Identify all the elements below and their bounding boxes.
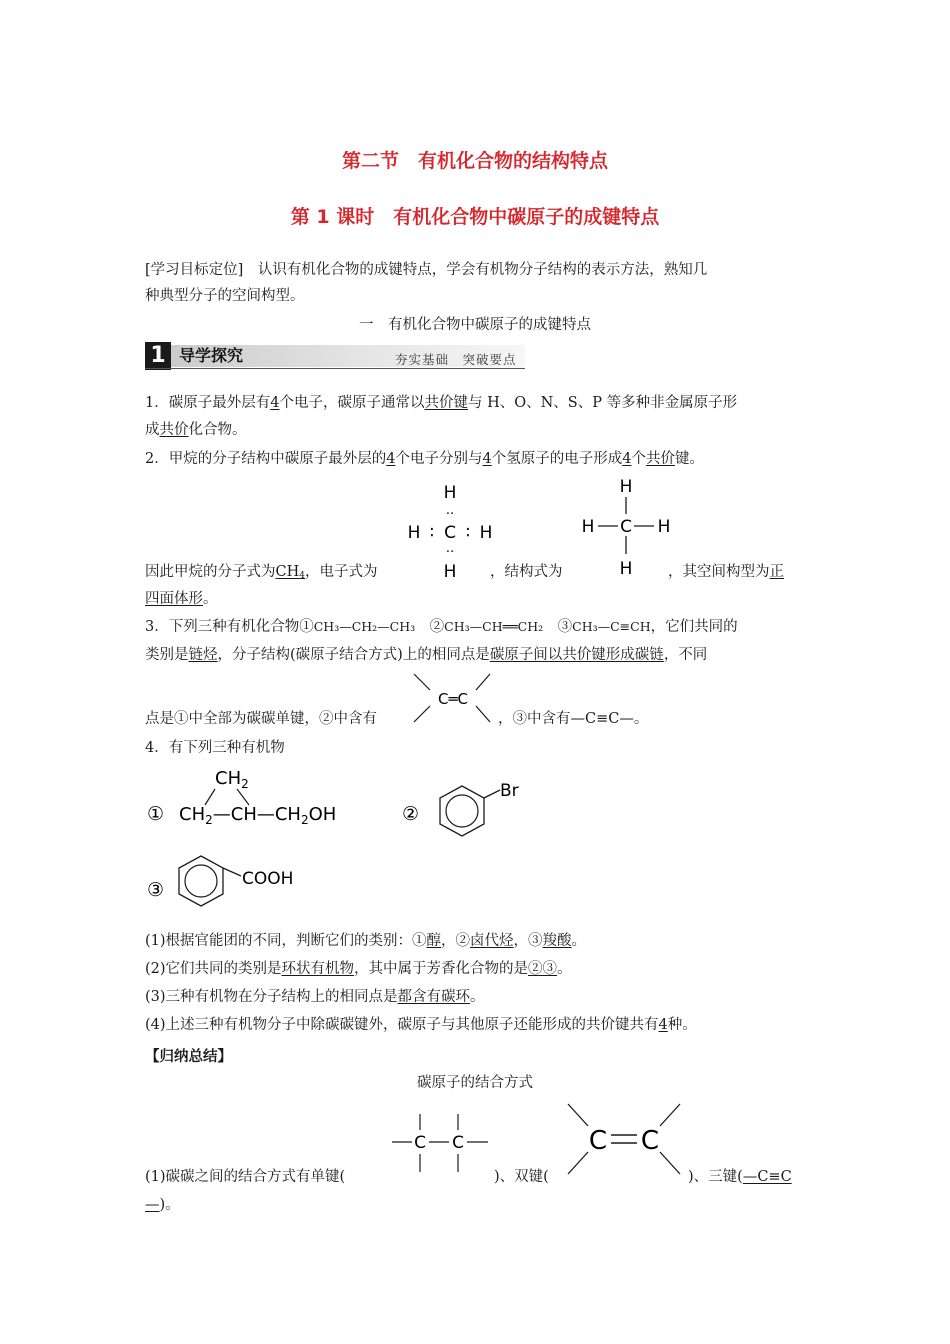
h-atom-right: H [479, 523, 493, 543]
benzene-circle [185, 865, 217, 897]
q2-line-3 [145, 589, 218, 609]
ch2-top [215, 768, 249, 791]
text: ，③ [513, 933, 543, 949]
text: (4)上述三种有机物分子中除碳碳键外，碳原子与其他原子还能形成的共价键共有 [145, 1017, 659, 1033]
text: 。 [571, 933, 587, 949]
text: 1．碳原子最外层有 [145, 395, 271, 411]
electron-pair-bottom: ·· [445, 545, 455, 560]
text: 成 [145, 422, 160, 438]
h-atom-top: H [443, 483, 457, 503]
formula-propyne: CH₃—C≡CH [572, 619, 651, 634]
compound-2-structure [400, 770, 530, 850]
answer-blank: ②③ [528, 961, 558, 977]
q4-sub-3 [145, 987, 485, 1007]
formula-text: CH [275, 564, 300, 580]
answer-blank: 环状有机物 [281, 961, 355, 977]
formula-propane: CH₃—CH₂—CH₃ [313, 619, 416, 634]
ring-bond-right [237, 789, 249, 805]
text: ，② [441, 933, 471, 949]
text: )。 [159, 1197, 180, 1213]
h-atom-left: H [407, 523, 421, 543]
text: 个电子分别与 [395, 451, 483, 467]
answer-blank: 4 [482, 451, 492, 467]
bond-lower-right [476, 706, 490, 722]
chain-text [179, 804, 336, 827]
answer-blank: 链烃 [188, 647, 218, 663]
compound-3-structure [145, 848, 345, 928]
q3-line-3b: ，③中含有—C≡C—。 [498, 711, 649, 727]
formula-subscript: 4 [299, 571, 305, 581]
electron-pair-left: ∶ [429, 523, 435, 543]
text: (1)根据官能团的不同，判断它们的类别：① [145, 933, 427, 949]
bond-lower-left [568, 1152, 588, 1174]
bond-upper-left [414, 674, 430, 690]
q1-line-1 [145, 393, 737, 413]
br-label: Br [500, 781, 519, 801]
text: ，它们共同的 [650, 619, 738, 635]
q1-line-2 [145, 420, 247, 440]
bond-lower-left [414, 706, 430, 722]
q4-intro: 4．有下列三种有机物 [145, 740, 285, 756]
text: ③ [543, 619, 573, 635]
text: 个 [631, 451, 646, 467]
double-bond-diagram [410, 670, 496, 728]
text: 。 [203, 591, 218, 607]
text: 键。 [674, 451, 704, 467]
h-atom-right: H [657, 517, 671, 537]
band-title: 导学探究 [179, 346, 244, 365]
q3-line-2 [145, 645, 707, 665]
bond-upper-left [568, 1104, 588, 1126]
c-atom: C [620, 517, 632, 537]
c-atom-2: C [452, 1133, 464, 1153]
chain-sub-1: 2 [205, 813, 213, 827]
text: 3．下列三种有机化合物① [145, 619, 314, 635]
band-number: 1 [145, 342, 171, 370]
compound-2-marker: ② [402, 803, 420, 825]
bond-upper-right [660, 1104, 680, 1126]
q3-line-1 [145, 617, 738, 637]
q3-line-3a: 点是①中全部为碳碳单键，②中含有 [145, 711, 377, 727]
q4-sub-1 [145, 931, 586, 951]
c-atom: C [444, 523, 456, 543]
h-atom-bottom: H [619, 559, 633, 579]
c-atom-1: C [414, 1133, 426, 1153]
summary-subtitle: 碳原子的结合方式 [417, 1075, 533, 1091]
goal-line-1: [学习目标定位] 认识有机化合物的成键特点，学会有机物分子结构的表示方法，熟知几 [145, 262, 708, 278]
h-atom-top: H [619, 477, 633, 497]
q4-sub-4 [145, 1015, 697, 1035]
text: ，其中属于芳香化合物的是 [354, 961, 529, 977]
text: ，其空间构型为 [668, 564, 770, 580]
bond-lower-right [660, 1152, 680, 1174]
answer-blank: 醇 [426, 933, 442, 949]
compound-3-marker: ③ [147, 879, 165, 901]
answer-blank: —C≡C [742, 1169, 792, 1185]
answer-blank: 4 [386, 451, 396, 467]
answer-blank: 正 [769, 564, 784, 580]
section-band [145, 342, 805, 370]
c-atom-2: C [640, 1126, 660, 1156]
summary-line-1a: (1)碳碳之间的结合方式有单键( [145, 1169, 346, 1185]
formula-propene: CH₃—CH══CH₂ [444, 619, 544, 634]
answer-blank: 共价 [645, 451, 675, 467]
compound-1-marker: ① [147, 803, 165, 825]
answer-blank: 共价 [159, 422, 189, 438]
answer-blank: 碳原子间以共价键形成碳链 [489, 647, 664, 663]
ring-bond-left [205, 789, 215, 805]
text: (3)三种有机物在分子结构上的相同点是 [145, 989, 398, 1005]
answer-blank: 4 [658, 1017, 668, 1033]
chain-b: —CH—CH [212, 804, 301, 825]
band-rule [145, 368, 525, 369]
compound-1-structure [145, 762, 385, 830]
q2-line-1 [145, 449, 704, 469]
text: 种。 [667, 1017, 697, 1033]
text: ，不同 [663, 647, 708, 663]
cooh-label: COOH [242, 869, 294, 889]
benzene-ring [440, 786, 484, 836]
benzene-circle [446, 795, 478, 827]
text: ，分子结构(碳原子结合方式)上的相同点是 [217, 647, 490, 663]
answer-blank: — [145, 1197, 160, 1213]
summary-heading: 【归纳总结】 [145, 1049, 232, 1065]
ch2-top-text: CH [215, 768, 242, 789]
goal-line-2: 种典型分子的空间构型。 [145, 288, 305, 304]
text: 因此甲烷的分子式为 [145, 564, 276, 580]
double-bond-text: C═C [438, 690, 468, 708]
q2-line-2a [145, 562, 377, 586]
summary-line-1c [688, 1167, 792, 1187]
br-bond [484, 790, 500, 798]
text: ，电子式为 [304, 564, 378, 580]
q2-line-2c [668, 562, 784, 582]
ch2-top-sub: 2 [241, 777, 249, 791]
bond-upper-right [476, 674, 490, 690]
q4-sub-2 [145, 959, 572, 979]
answer-blank: 共价键 [424, 395, 468, 411]
answer-blank: 4 [622, 451, 632, 467]
text: (2)它们共同的类别是 [145, 961, 282, 977]
section-title: 第二节 有机化合物的结构特点 [341, 150, 608, 172]
cooh-bond [223, 868, 241, 876]
summary-line-2 [145, 1195, 180, 1215]
text: 。 [557, 961, 572, 977]
methane-structural-formula [576, 472, 676, 582]
text: 。 [470, 989, 485, 1005]
text: 类别是 [145, 647, 189, 663]
text: 化合物。 [188, 422, 247, 438]
answer-blank: 卤代烃 [470, 933, 514, 949]
text: 与 H、O、N、S、P 等多种非金属原子形 [467, 395, 738, 411]
band-subtitle: 夯实基础 突破要点 [395, 352, 517, 367]
lesson-title: 第 1 课时 有机化合物中碳原子的成键特点 [290, 206, 660, 228]
electron-pair-right: ∶ [465, 523, 471, 543]
chain-a: CH [179, 804, 206, 825]
part-heading: 一 有机化合物中碳原子的成键特点 [359, 317, 591, 333]
text: 2．甲烷的分子结构中碳原子最外层的 [145, 451, 387, 467]
text: 个电子，碳原子通常以 [279, 395, 425, 411]
double-bond-large-diagram [562, 1098, 688, 1182]
text: )、三键( [688, 1169, 743, 1185]
chain-sub-2: 2 [300, 813, 309, 827]
answer-formula [276, 564, 305, 580]
answer-blank: 羧酸 [542, 933, 572, 949]
h-atom-left: H [581, 517, 595, 537]
answer-blank: 四面体形 [145, 591, 203, 607]
h-atom-bottom: H [443, 562, 457, 582]
c-atom-1: C [588, 1126, 608, 1156]
q2-line-2b: ，结构式为 [490, 564, 563, 580]
text: ② [415, 619, 445, 635]
answer-blank: 4 [270, 395, 280, 411]
answer-blank: 都含有碳环 [397, 989, 471, 1005]
text: 个氢原子的电子形成 [491, 451, 623, 467]
benzene-ring [179, 856, 223, 906]
single-bond-diagram [386, 1100, 496, 1182]
summary-line-1b: )、双键( [494, 1169, 549, 1185]
chain-c: OH [308, 804, 337, 825]
electron-pair-top: ·· [445, 507, 455, 522]
